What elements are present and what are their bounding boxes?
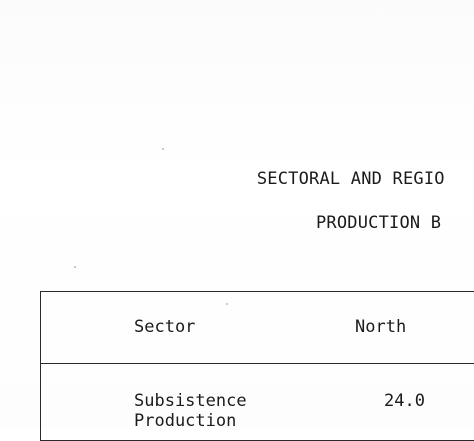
table-cell-north: 24.0 (384, 391, 425, 411)
document-title (236, 146, 445, 256)
column-header-north: North (355, 317, 407, 337)
title-line-2: PRODUCTION B (316, 213, 442, 233)
scan-speck (162, 148, 164, 150)
column-header-sector: Sector (134, 317, 196, 337)
data-table (40, 291, 474, 441)
scan-speck (74, 266, 76, 268)
table-row-label: Subsistence Production (134, 391, 247, 431)
header-divider (40, 363, 474, 364)
title-line-1: SECTORAL AND REGIO (256, 169, 445, 189)
